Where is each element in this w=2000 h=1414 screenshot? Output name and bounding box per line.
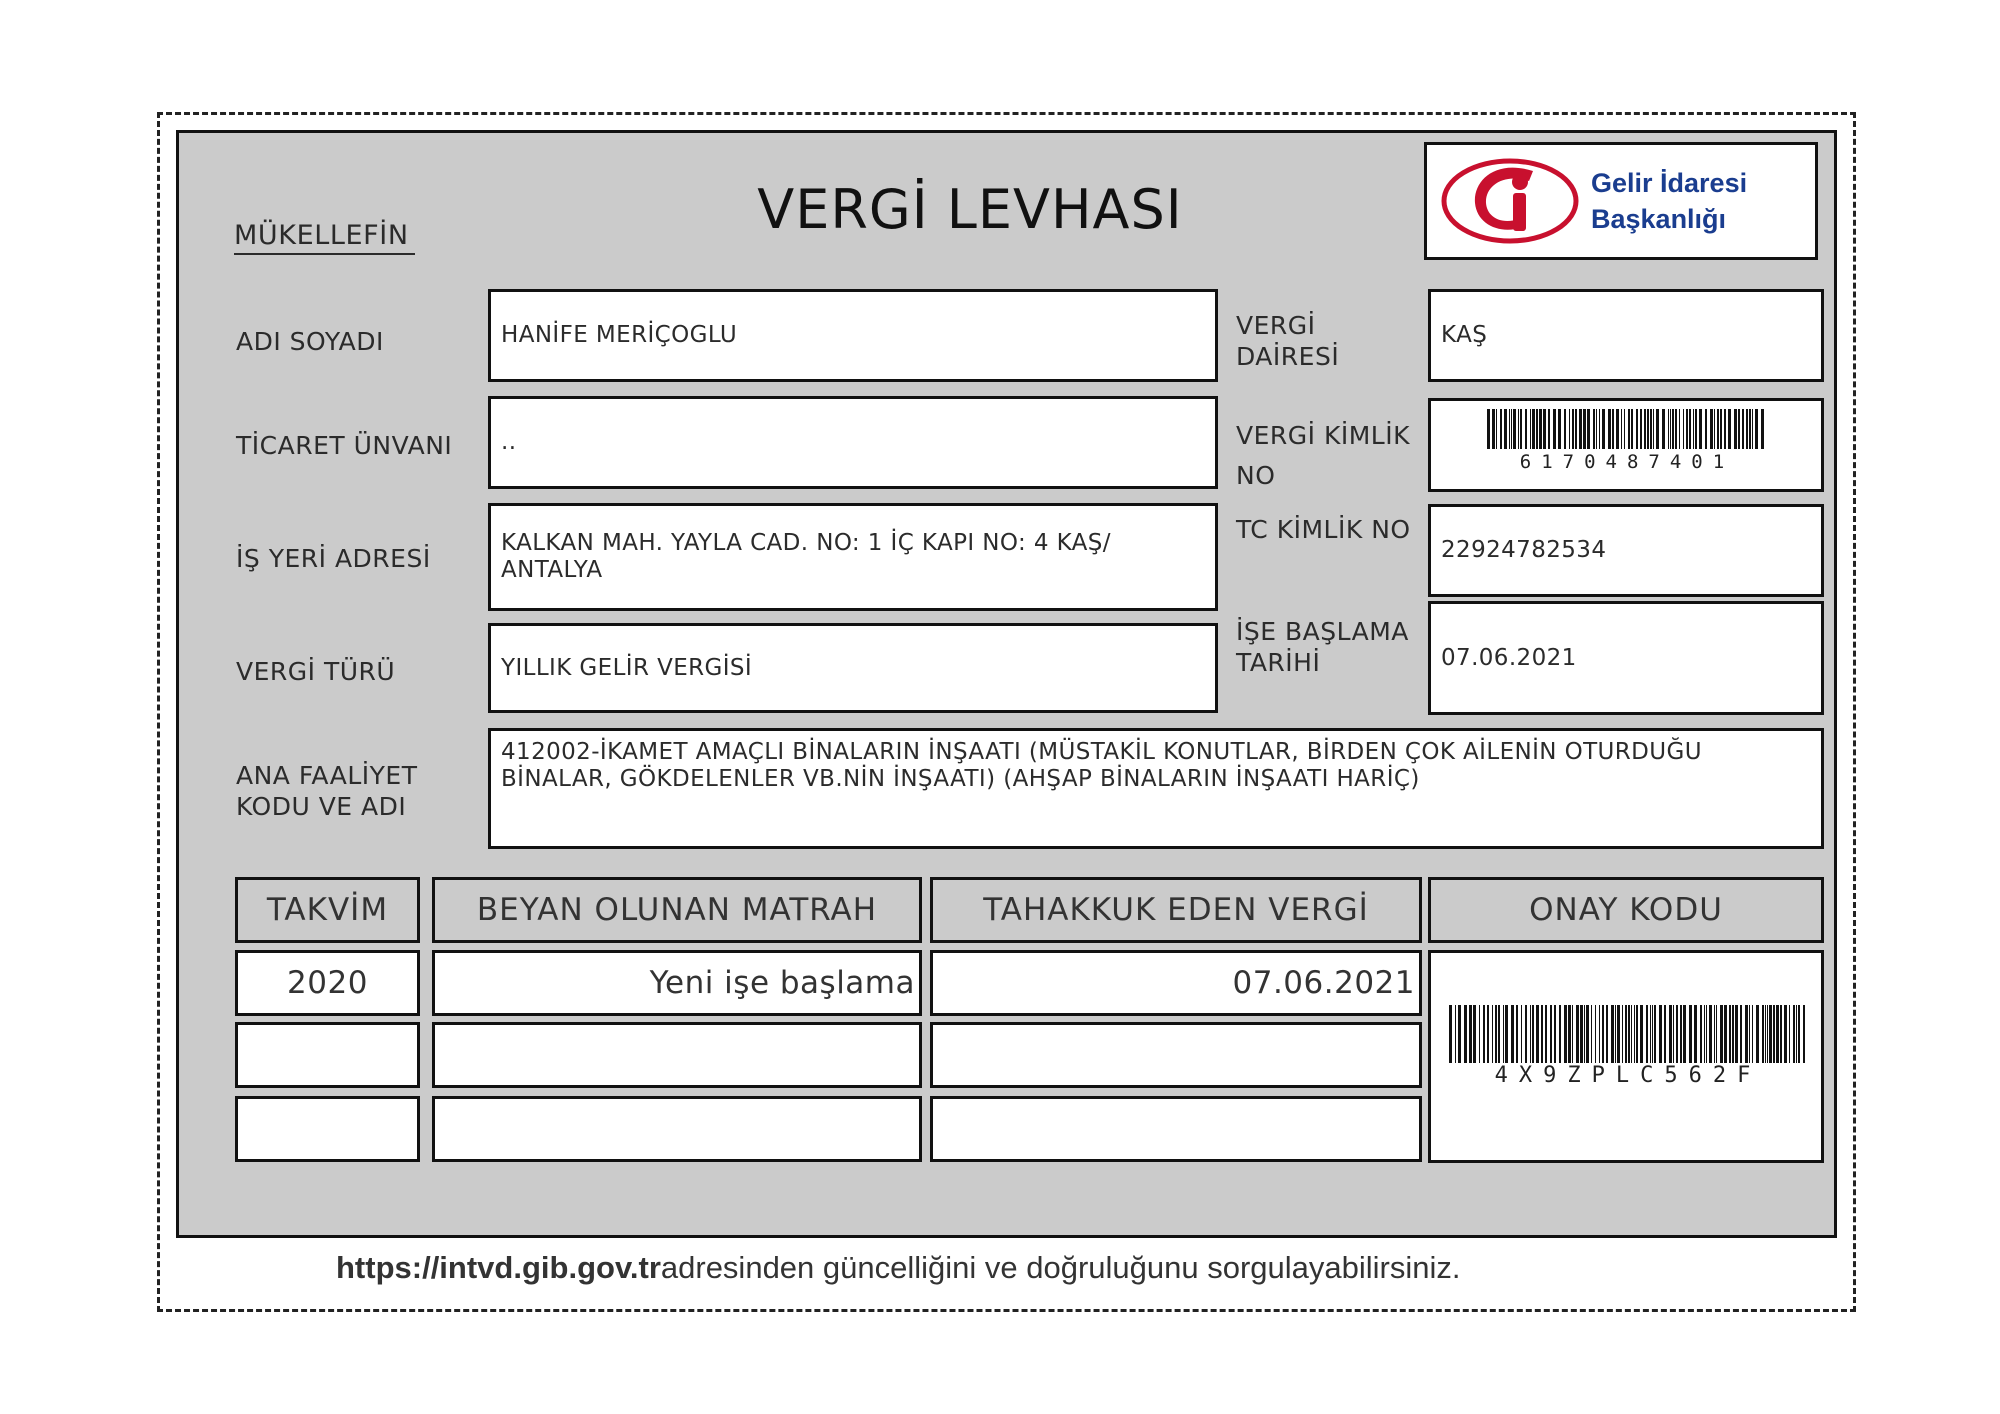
- header-approval-code: ONAY KODU: [1428, 877, 1824, 943]
- barcode-bar: [1513, 409, 1516, 449]
- barcode-bar: [1749, 409, 1751, 449]
- barcode-bar: [1602, 409, 1605, 449]
- tax-id-barcode: [1487, 409, 1767, 449]
- barcode-bar: [1714, 409, 1715, 449]
- barcode-bar: [1511, 1005, 1514, 1063]
- barcode-bar: [1550, 1005, 1552, 1063]
- barcode-bar: [1532, 1005, 1534, 1063]
- barcode-bar: [1710, 409, 1713, 449]
- table-row-3-tax: [930, 1096, 1422, 1162]
- barcode-bar: [1580, 1005, 1583, 1063]
- tax-id-label: VERGİ KİMLİK NO: [1236, 421, 1410, 490]
- barcode-bar: [1636, 409, 1638, 449]
- barcode-bar: [1586, 1005, 1589, 1063]
- document-title: VERGİ LEVHASI: [757, 178, 1183, 241]
- barcode-bar: [1640, 409, 1642, 449]
- barcode-bar: [1784, 1005, 1787, 1063]
- barcode-bar: [1559, 1005, 1561, 1063]
- barcode-bar: [1714, 1005, 1715, 1063]
- address-label: İŞ YERİ ADRESİ: [236, 544, 431, 573]
- barcode-bar: [1628, 1005, 1630, 1063]
- barcode-bar: [1500, 409, 1502, 449]
- table-row-2-year: [235, 1022, 420, 1088]
- barcode-bar: [1624, 409, 1625, 449]
- barcode-bar: [1554, 1005, 1556, 1063]
- barcode-bar: [1746, 409, 1748, 449]
- barcode-bar: [1596, 409, 1597, 449]
- barcode-bar: [1705, 409, 1707, 449]
- barcode-bar: [1647, 409, 1649, 449]
- table-row-3-year: [235, 1096, 420, 1162]
- barcode-bar: [1595, 1005, 1596, 1063]
- barcode-bar: [1683, 1005, 1686, 1063]
- barcode-bar: [1545, 1005, 1547, 1063]
- barcode-bar: [1717, 409, 1719, 449]
- activity-label: ANA FAALİYET KODU VE ADI: [236, 761, 418, 821]
- barcode-bar: [1650, 409, 1652, 449]
- barcode-bar: [1742, 409, 1744, 449]
- barcode-bar: [1606, 1005, 1608, 1063]
- barcode-bar: [1767, 1005, 1768, 1063]
- barcode-bar: [1673, 1005, 1674, 1063]
- trade-name-label: TİCARET ÜNVANI: [236, 431, 453, 460]
- header-declared-base: BEYAN OLUNAN MATRAH: [432, 877, 922, 943]
- barcode-bar: [1625, 1005, 1627, 1063]
- barcode-bar: [1520, 409, 1522, 449]
- barcode-bar: [1479, 1005, 1480, 1063]
- barcode-bar: [1659, 1005, 1662, 1063]
- name-label: ADI SOYADI: [236, 327, 384, 356]
- barcode-bar: [1728, 409, 1731, 449]
- gib-logo-text: [1591, 165, 1747, 237]
- barcode-bar: [1615, 1005, 1616, 1063]
- barcode-bar: [1653, 409, 1654, 449]
- barcode-bar: [1695, 409, 1697, 449]
- barcode-bar: [1732, 1005, 1734, 1063]
- barcode-bar: [1469, 1005, 1472, 1063]
- barcode-bar: [1473, 1005, 1476, 1063]
- barcode-bar: [1652, 1005, 1653, 1063]
- barcode-bar: [1668, 409, 1669, 449]
- barcode-bar: [1640, 1005, 1643, 1063]
- table-row-1-year: 2020: [235, 950, 420, 1016]
- start-date-label: İŞE BAŞLAMA TARİHİ: [1236, 617, 1409, 677]
- barcode-bar: [1644, 409, 1646, 449]
- barcode-bar: [1602, 1005, 1604, 1063]
- barcode-bar: [1749, 1005, 1750, 1063]
- barcode-bar: [1720, 1005, 1723, 1063]
- barcode-bar: [1631, 1005, 1632, 1063]
- barcode-bar: [1729, 1005, 1731, 1063]
- barcode-bar: [1458, 1005, 1461, 1063]
- start-date-value: 07.06.2021: [1428, 601, 1824, 715]
- barcode-bar: [1662, 409, 1665, 449]
- tax-type-label: VERGİ TÜRÜ: [236, 657, 396, 686]
- barcode-bar: [1720, 409, 1722, 449]
- trade-name-value: ..: [488, 396, 1218, 489]
- barcode-bar: [1683, 409, 1684, 449]
- barcode-bar: [1564, 409, 1566, 449]
- barcode-bar: [1694, 1005, 1697, 1063]
- name-value: HANİFE MERİÇOGLU: [488, 289, 1218, 382]
- header-accrued-tax: TAHAKKUK EDEN VERGİ: [930, 877, 1422, 943]
- barcode-bar: [1724, 409, 1726, 449]
- barcode-bar: [1539, 409, 1542, 449]
- tax-id-barcode-box: [1428, 398, 1824, 492]
- tax-id-value: 6170487401: [1519, 451, 1735, 473]
- barcode-bar: [1449, 1005, 1452, 1063]
- verification-footer: [336, 1250, 1461, 1286]
- barcode-bar: [1670, 409, 1671, 449]
- barcode-bar: [1572, 1005, 1573, 1063]
- barcode-bar: [1487, 1005, 1489, 1063]
- barcode-bar: [1518, 409, 1519, 449]
- barcode-bar: [1636, 1005, 1638, 1063]
- header-takvim: TAKVİM: [235, 877, 420, 943]
- barcode-bar: [1631, 409, 1633, 449]
- barcode-bar: [1700, 1005, 1702, 1063]
- barcode-bar: [1669, 1005, 1672, 1063]
- barcode-bar: [1689, 409, 1691, 449]
- tc-id-value: 22924782534: [1428, 504, 1824, 597]
- table-row-3-base: [432, 1096, 922, 1162]
- barcode-bar: [1505, 1005, 1508, 1063]
- table-row-2-tax: [930, 1022, 1422, 1088]
- barcode-bar: [1579, 409, 1582, 449]
- barcode-bar: [1634, 1005, 1635, 1063]
- barcode-bar: [1740, 1005, 1742, 1063]
- barcode-bar: [1576, 1005, 1579, 1063]
- barcode-bar: [1583, 409, 1586, 449]
- barcode-bar: [1752, 409, 1753, 449]
- barcode-bar: [1672, 409, 1674, 449]
- tax-type-value: YILLIK GELİR VERGİSİ: [488, 623, 1218, 713]
- barcode-bar: [1686, 409, 1688, 449]
- barcode-bar: [1735, 1005, 1738, 1063]
- barcode-bar: [1536, 1005, 1539, 1063]
- barcode-bar: [1492, 409, 1495, 449]
- barcode-bar: [1591, 1005, 1592, 1063]
- barcode-bar: [1530, 1005, 1531, 1063]
- barcode-bar: [1612, 409, 1614, 449]
- barcode-bar: [1709, 1005, 1712, 1063]
- barcode-bar: [1650, 1005, 1651, 1063]
- barcode-bar: [1548, 409, 1550, 449]
- barcode-bar: [1776, 1005, 1779, 1063]
- barcode-bar: [1617, 1005, 1620, 1063]
- barcode-bar: [1483, 1005, 1485, 1063]
- barcode-bar: [1724, 1005, 1727, 1063]
- barcode-bar: [1608, 409, 1611, 449]
- logo-line1: Gelir İdaresi: [1591, 168, 1748, 198]
- barcode-bar: [1503, 1005, 1504, 1063]
- barcode-bar: [1752, 1005, 1753, 1063]
- gib-logo: [1424, 142, 1818, 260]
- barcode-bar: [1495, 1005, 1497, 1063]
- barcode-bar: [1622, 1005, 1623, 1063]
- barcode-bar: [1584, 1005, 1585, 1063]
- barcode-bar: [1543, 409, 1546, 449]
- barcode-bar: [1755, 409, 1758, 449]
- barcode-bar: [1532, 409, 1535, 449]
- barcode-bar: [1621, 409, 1622, 449]
- barcode-bar: [1611, 1005, 1614, 1063]
- barcode-bar: [1575, 409, 1577, 449]
- barcode-bar: [1704, 1005, 1705, 1063]
- barcode-bar: [1558, 409, 1561, 449]
- table-row-2-base: [432, 1022, 922, 1088]
- barcode-bar: [1599, 409, 1600, 449]
- barcode-bar: [1756, 1005, 1759, 1063]
- barcode-bar: [1616, 409, 1619, 449]
- barcode-bar: [1796, 1005, 1797, 1063]
- barcode-bar: [1541, 1005, 1543, 1063]
- barcode-bar: [1716, 1005, 1717, 1063]
- verification-url[interactable]: https://intvd.gib.gov.tr: [336, 1250, 661, 1285]
- barcode-bar: [1699, 409, 1702, 449]
- tax-office-value: KAŞ: [1428, 289, 1824, 382]
- barcode-bar: [1765, 1005, 1766, 1063]
- barcode-bar: [1680, 1005, 1682, 1063]
- tax-office-label: VERGİ DAİRESİ: [1236, 311, 1340, 371]
- barcode-bar: [1789, 1005, 1790, 1063]
- barcode-bar: [1593, 409, 1595, 449]
- barcode-bar: [1793, 1005, 1795, 1063]
- barcode-bar: [1628, 409, 1630, 449]
- barcode-bar: [1511, 409, 1512, 449]
- barcode-bar: [1646, 1005, 1648, 1063]
- barcode-bar: [1498, 1005, 1500, 1063]
- barcode-bar: [1504, 409, 1507, 449]
- barcode-bar: [1530, 409, 1531, 449]
- table-row-1-tax: 07.06.2021: [930, 950, 1422, 1016]
- barcode-bar: [1587, 409, 1590, 449]
- barcode-bar: [1738, 409, 1740, 449]
- tc-id-label: TC KİMLİK NO: [1236, 515, 1411, 544]
- barcode-bar: [1496, 409, 1497, 449]
- barcode-bar: [1656, 409, 1659, 449]
- gib-logo-icon: [1435, 151, 1585, 251]
- barcode-bar: [1745, 1005, 1748, 1063]
- barcode-bar: [1487, 409, 1490, 449]
- barcode-bar: [1455, 1005, 1456, 1063]
- barcode-bar: [1780, 1005, 1782, 1063]
- address-value: KALKAN MAH. YAYLA CAD. NO: 1 İÇ KAPI NO: 4 KAŞ/ ANTALYA: [488, 503, 1218, 611]
- barcode-bar: [1536, 409, 1538, 449]
- barcode-bar: [1679, 409, 1680, 449]
- barcode-bar: [1599, 1005, 1600, 1063]
- barcode-bar: [1654, 1005, 1656, 1063]
- barcode-bar: [1664, 1005, 1666, 1063]
- barcode-bar: [1803, 1005, 1805, 1063]
- approval-code-barcode: [1449, 1005, 1807, 1063]
- barcode-bar: [1769, 1005, 1772, 1063]
- barcode-bar: [1509, 409, 1510, 449]
- activity-value: 412002-İKAMET AMAÇLI BİNALARIN İNŞAATI (MÜSTAKİL KONUTLAR, BİRDEN ÇOK AİLENİN OTURDUĞU BİNALAR, GÖKDELENLER VB.NİN İNŞAATI) (AHŞAP BİNALARIN İNŞAATI HARİÇ): [488, 728, 1824, 849]
- barcode-bar: [1516, 1005, 1518, 1063]
- barcode-bar: [1761, 409, 1764, 449]
- barcode-bar: [1706, 1005, 1707, 1063]
- approval-code-box: [1428, 950, 1824, 1163]
- section-label: MÜKELLEFİN: [234, 220, 415, 255]
- barcode-bar: [1675, 409, 1677, 449]
- barcode-bar: [1572, 409, 1574, 449]
- barcode-bar: [1521, 1005, 1522, 1063]
- barcode-bar: [1676, 1005, 1678, 1063]
- approval-code-value: 4X9ZPLC562F: [1494, 1063, 1762, 1088]
- barcode-bar: [1693, 409, 1694, 449]
- barcode-bar: [1492, 1005, 1493, 1063]
- barcode-bar: [1689, 1005, 1692, 1063]
- barcode-bar: [1525, 1005, 1527, 1063]
- barcode-bar: [1564, 1005, 1567, 1063]
- barcode-bar: [1798, 1005, 1800, 1063]
- barcode-bar: [1762, 1005, 1764, 1063]
- table-row-1-base: Yeni işe başlama: [432, 950, 922, 1016]
- verification-text: adresinden güncelliğini ve doğruluğunu sorgulayabilirsiniz.: [660, 1250, 1461, 1285]
- barcode-bar: [1568, 1005, 1571, 1063]
- barcode-bar: [1553, 409, 1556, 449]
- barcode-bar: [1773, 1005, 1775, 1063]
- barcode-bar: [1734, 409, 1737, 449]
- logo-line2: Başkanlığı: [1591, 204, 1727, 234]
- barcode-bar: [1525, 409, 1527, 449]
- barcode-bar: [1569, 409, 1570, 449]
- barcode-bar: [1464, 1005, 1467, 1063]
